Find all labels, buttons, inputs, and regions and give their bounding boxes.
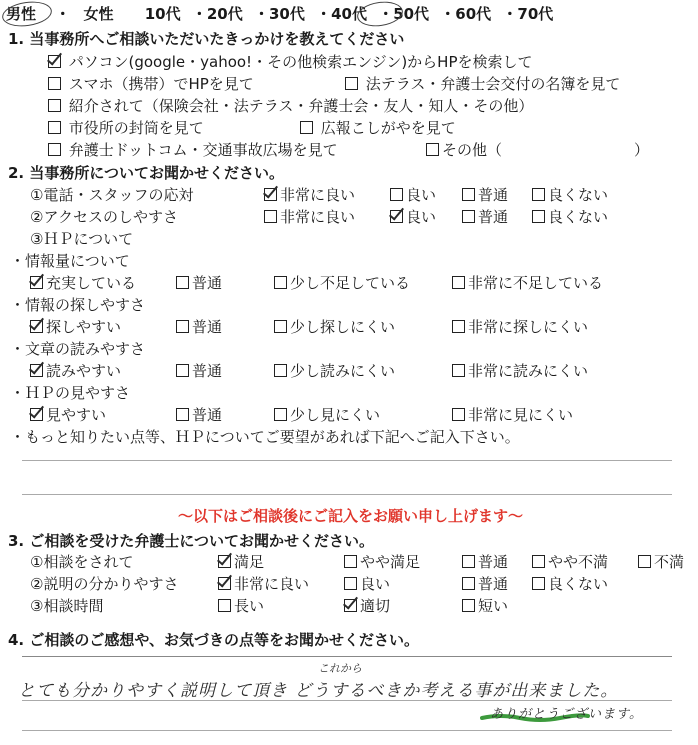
q2-hp-label: ③ＨＰについて: [30, 230, 134, 248]
q2-info-amount-opt1[interactable]: 充実している: [30, 273, 136, 293]
request-write-line-2[interactable]: [22, 494, 672, 495]
q2-phone-label: ①電話・スタッフの応対: [30, 186, 194, 204]
comment-write-line-2[interactable]: [22, 730, 672, 731]
q2-request-label: ・もっと知りたい点等、ＨＰについてご要望があれば下記へご記入下さい。: [10, 428, 520, 446]
q2-title: 2. 当事務所についてお聞かせください。: [8, 164, 285, 182]
male-label: 男性: [6, 5, 37, 23]
checkbox[interactable]: [48, 77, 61, 90]
q3-clarity-opt1[interactable]: 非常に良い: [218, 574, 309, 594]
female-label: 女性: [83, 5, 114, 23]
q1-option-city-envelope[interactable]: 市役所の封筒を見て: [48, 118, 204, 138]
q3-title: 3. ご相談を受けた弁護士についてお聞かせください。: [8, 532, 375, 550]
q2-find-opt4[interactable]: 非常に探しにくい: [452, 317, 588, 337]
q2-info-amount-opt2[interactable]: 普通: [176, 273, 222, 293]
after-consultation-notice: ～以下はご相談後にご記入をお願い申し上げます～: [178, 507, 524, 525]
q2-access-very-good[interactable]: 非常に良い: [264, 207, 355, 227]
q3-time-opt2[interactable]: 適切: [344, 596, 390, 616]
q3-time-opt1[interactable]: 長い: [218, 596, 264, 616]
age-10: 10代: [144, 5, 181, 23]
q3-clarity-opt2[interactable]: 良い: [344, 574, 390, 594]
age-40: ・40代: [316, 5, 367, 23]
age-20: ・20代: [191, 5, 243, 23]
q3-sat-opt4[interactable]: やや不満: [532, 552, 608, 572]
q3-time-opt3[interactable]: 短い: [462, 596, 508, 616]
q2-find-opt3[interactable]: 少し探しにくい: [274, 317, 395, 337]
q3-sat-opt5[interactable]: 不満: [638, 552, 684, 572]
handwritten-insert-note: これから: [318, 662, 362, 675]
q2-access-good[interactable]: 良い: [390, 207, 436, 227]
checkbox[interactable]: [426, 143, 439, 156]
q2-view-opt1[interactable]: 見やすい: [30, 405, 106, 425]
q1-title: 1. 当事務所へご相談いただいたきっかけを教えてください: [8, 30, 405, 48]
q2-read-opt3[interactable]: 少し読みにくい: [274, 361, 395, 381]
q2-phone-very-good[interactable]: 非常に良い: [264, 185, 355, 205]
q3-time-label: ③相談時間: [30, 597, 104, 615]
q1-option-houterasu[interactable]: 法テラス・弁護士会交付の名簿を見て: [345, 74, 620, 94]
q1-option-bengoshi-com[interactable]: 弁護士ドットコム・交通事故広場を見て: [48, 140, 338, 160]
separator-dot: ・: [55, 5, 71, 23]
q2-find-opt1[interactable]: 探しやすい: [30, 317, 121, 337]
q2-read-opt4[interactable]: 非常に読みにくい: [452, 361, 588, 381]
age-30: ・30代: [253, 5, 305, 23]
q3-satisfaction-label: ①相談をされて: [30, 553, 134, 571]
q4-title: 4. ご相談のご感想や、お気づきの点等をお聞かせください。: [8, 631, 420, 649]
checkbox[interactable]: [48, 143, 61, 156]
request-write-line-1[interactable]: [22, 460, 672, 461]
q1-option-smartphone[interactable]: スマホ（携帯）でHPを見て: [48, 74, 254, 94]
checkbox[interactable]: [300, 121, 313, 134]
q1-option-other[interactable]: その他（: [426, 140, 502, 160]
q2-info-amount-label: ・情報量について: [10, 252, 130, 270]
q2-access-bad[interactable]: 良くない: [532, 207, 608, 227]
q2-read-opt2[interactable]: 普通: [176, 361, 222, 381]
q2-info-amount-opt3[interactable]: 少し不足している: [274, 273, 410, 293]
handwritten-comment-line-1: とても分かりやすく説明して頂き どうするべきか考える事が出来ました。: [18, 681, 619, 701]
q1-option-koho[interactable]: 広報こしがやを見て: [300, 118, 456, 138]
q2-access-label: ②アクセスのしやすさ: [30, 208, 178, 226]
q2-view-opt3[interactable]: 少し見にくい: [274, 405, 380, 425]
q2-find-opt2[interactable]: 普通: [176, 317, 222, 337]
q2-find-label: ・情報の探しやすさ: [10, 296, 146, 314]
q3-clarity-opt3[interactable]: 普通: [462, 574, 508, 594]
checkbox[interactable]: [48, 121, 61, 134]
q2-view-opt2[interactable]: 普通: [176, 405, 222, 425]
q1-option-pc[interactable]: パソコン(google・yahoo!・その他検索エンジン)からHPを検索して: [48, 52, 533, 72]
q2-read-label: ・文章の読みやすさ: [10, 340, 146, 358]
gender-age-row: [6, 4, 553, 24]
age-70: ・70代: [502, 5, 554, 23]
q2-phone-normal[interactable]: 普通: [462, 185, 508, 205]
q2-info-amount-opt4[interactable]: 非常に不足している: [452, 273, 603, 293]
comment-write-line-1[interactable]: [22, 700, 672, 701]
q2-phone-good[interactable]: 良い: [390, 185, 436, 205]
age-60: ・60代: [440, 5, 492, 23]
q2-phone-bad[interactable]: 良くない: [532, 185, 608, 205]
q3-clarity-opt4[interactable]: 良くない: [532, 574, 608, 594]
q3-sat-opt3[interactable]: 普通: [462, 552, 508, 572]
q1-option-referral[interactable]: 紹介されて（保険会社・法テラス・弁護士会・友人・知人・その他）: [48, 96, 533, 116]
q3-sat-opt2[interactable]: やや満足: [344, 552, 420, 572]
q3-clarity-label: ②説明の分かりやすさ: [30, 575, 179, 593]
q2-view-label: ・ＨＰの見やすさ: [10, 384, 131, 402]
q2-read-opt1[interactable]: 読みやすい: [30, 361, 121, 381]
comment-line-top: [22, 656, 672, 657]
age-50: ・50代: [378, 5, 430, 23]
q2-view-opt4[interactable]: 非常に見にくい: [452, 405, 573, 425]
checkbox-checked[interactable]: [48, 55, 61, 68]
q1-other-close-paren: ）: [634, 141, 650, 159]
handwritten-comment-line-2: ありがとうございます。: [490, 707, 643, 722]
checkbox[interactable]: [345, 77, 358, 90]
checkbox[interactable]: [48, 99, 61, 112]
q3-sat-opt1[interactable]: 満足: [218, 552, 264, 572]
q2-access-normal[interactable]: 普通: [462, 207, 508, 227]
